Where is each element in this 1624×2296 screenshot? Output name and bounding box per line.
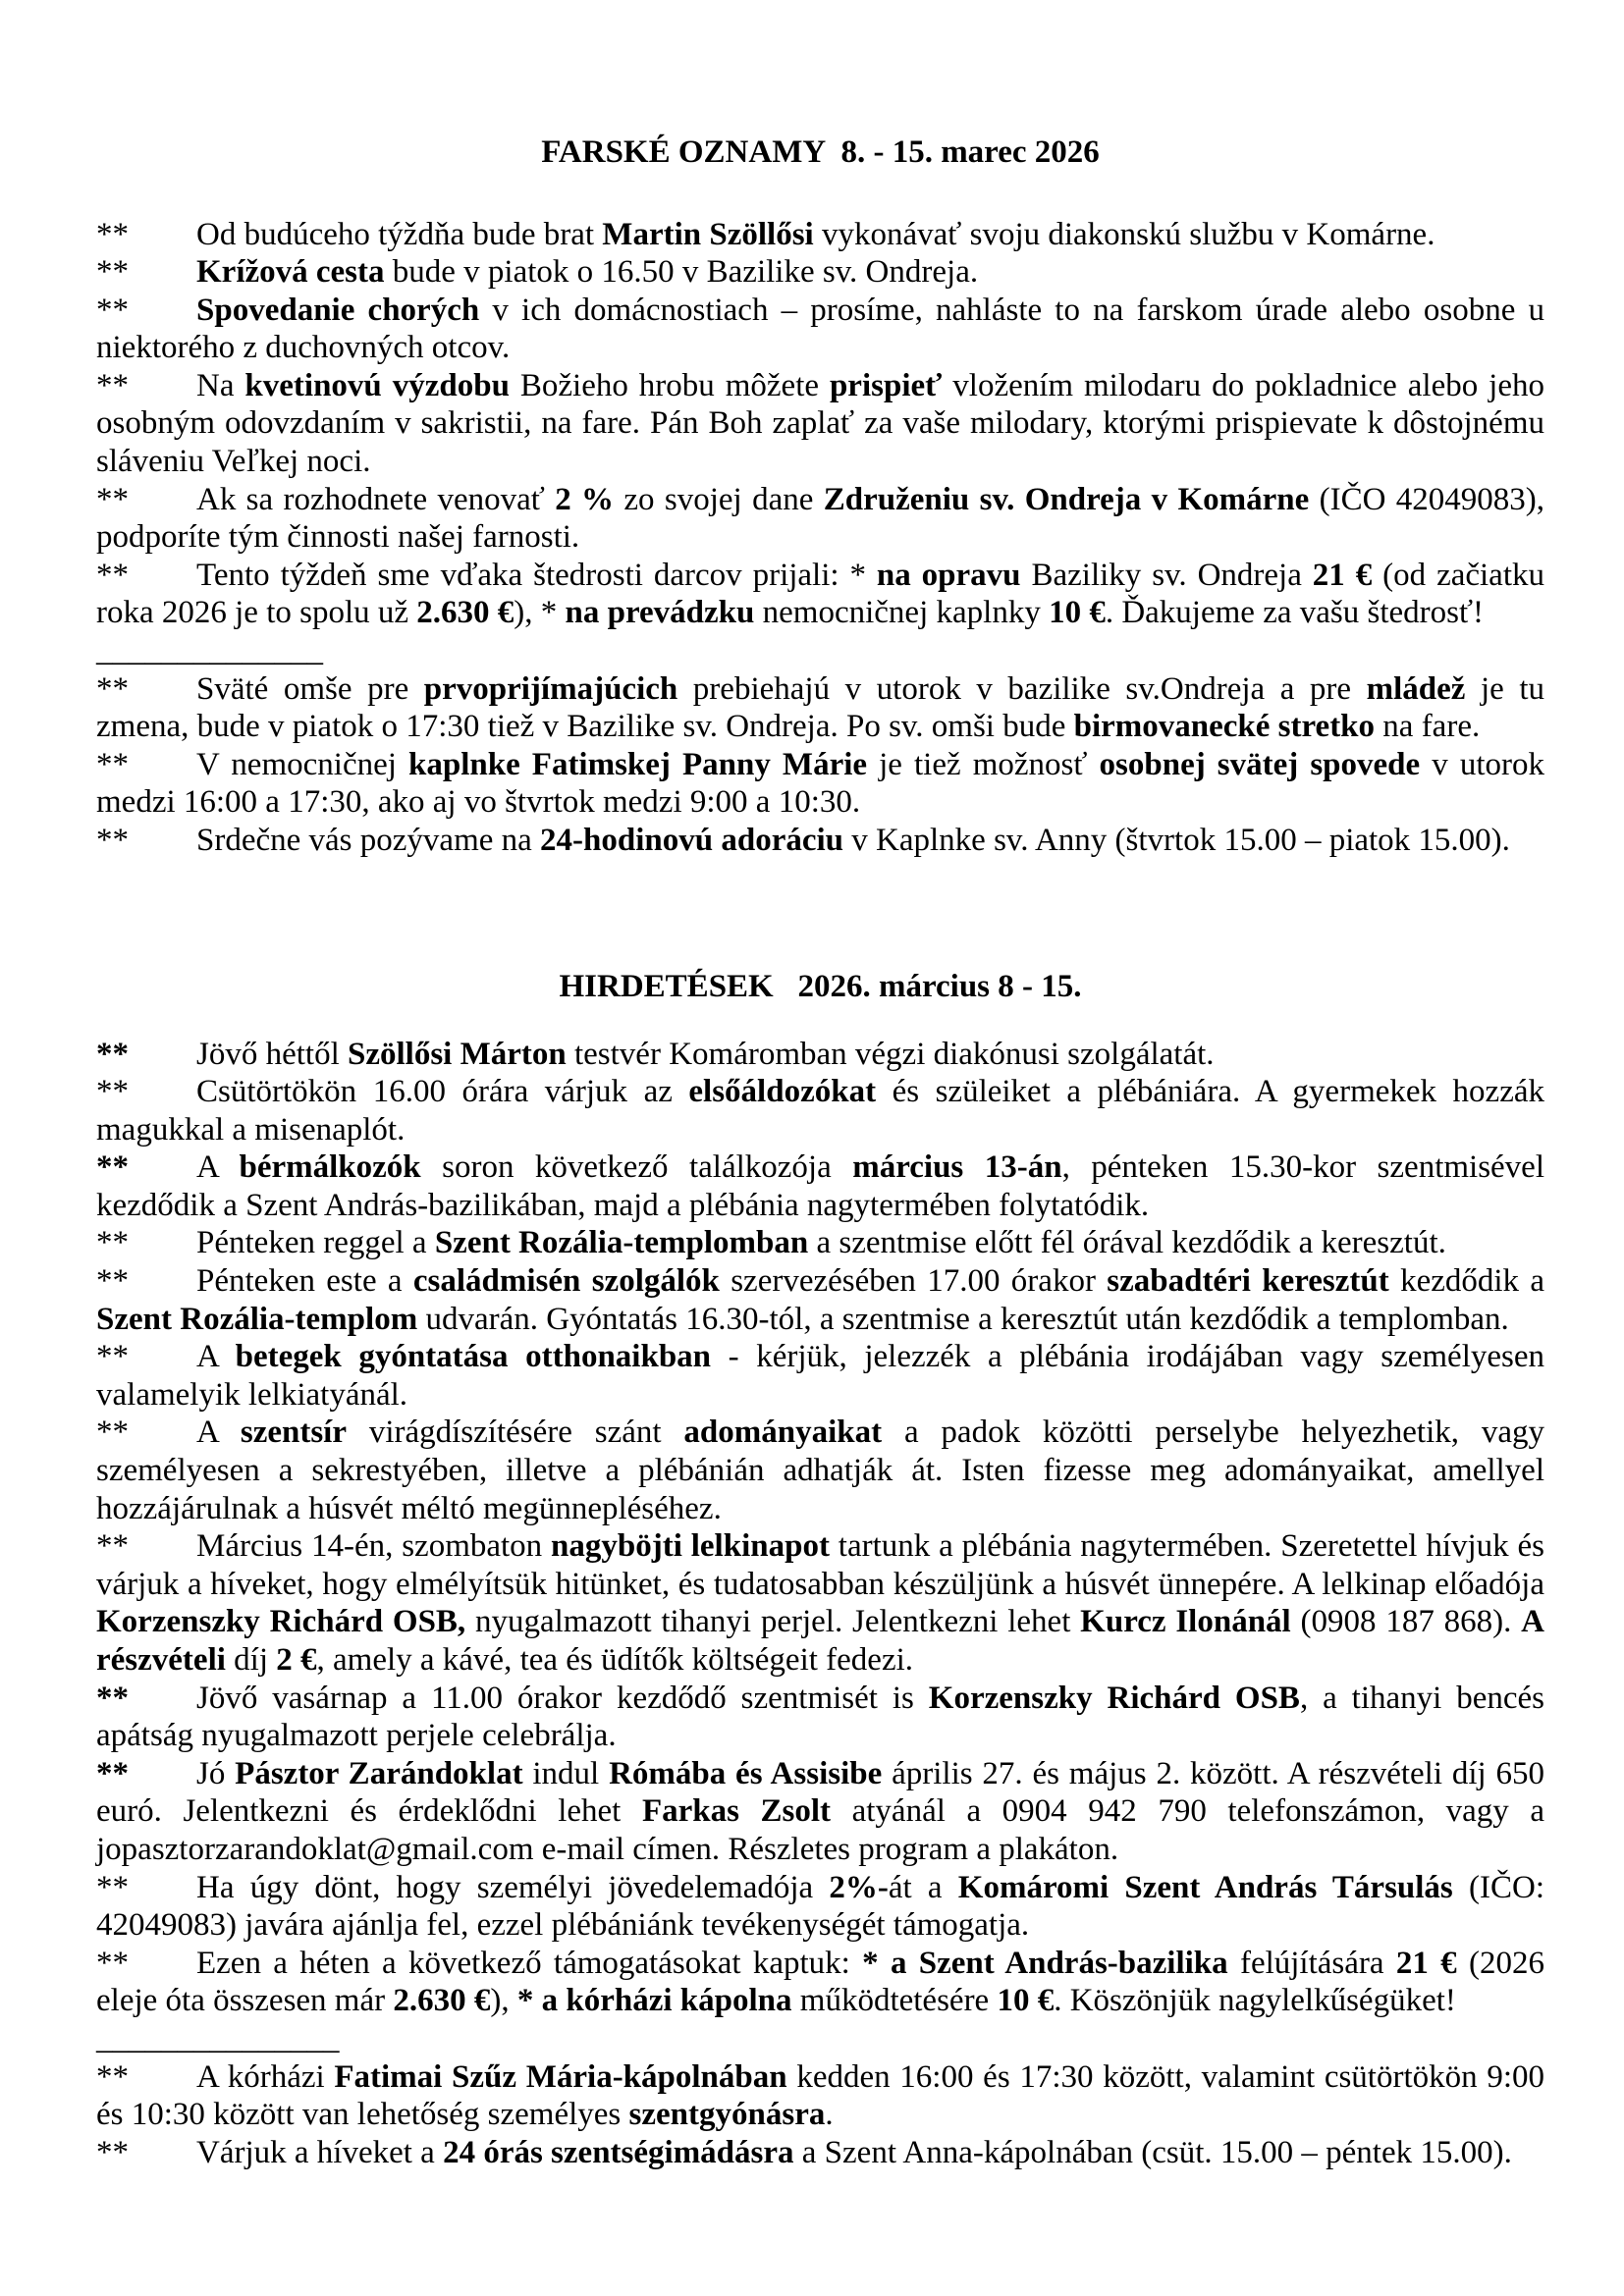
- bullet-marker: **: [96, 2134, 129, 2170]
- bullet-marker: **: [96, 1149, 129, 1186]
- bold-text: kvetinovú výzdobu: [244, 367, 510, 403]
- announcement-item: [96, 1945, 1544, 2020]
- bold-text: Martin Szöllősi: [602, 216, 814, 252]
- bullet-marker: **: [96, 1680, 129, 1716]
- text: A kórházi: [196, 2058, 335, 2095]
- text: A: [196, 1339, 236, 1375]
- bold-text: 10 €: [997, 1983, 1055, 2019]
- bullet-marker: **: [96, 1225, 129, 1261]
- announcement-item: [96, 1036, 1544, 1074]
- text: je tiež možnosť: [867, 746, 1100, 782]
- announcement-item: [96, 367, 1544, 481]
- bold-text: 2 %: [555, 481, 615, 517]
- text: vložením milodaru do pokladnice alebo jeho osobným odovzdaním v sakristii, na fare. Pán Boh zaplať za vaše milodary, ktorými prispievate k dôstojnému sláveniu Veľkej noci.: [96, 367, 1544, 480]
- announcement-item: [96, 1527, 1544, 1679]
- text: ), *: [514, 595, 566, 631]
- text: ),: [490, 1983, 517, 2019]
- text: Sväté omše pre: [196, 670, 424, 707]
- text: . Ďakujeme za vašu štedrosť!: [1105, 595, 1485, 631]
- bold-text: 2%-: [829, 1869, 889, 1905]
- text: bude v piatok o 16.50 v Bazilike sv. Ondreja.: [384, 254, 979, 291]
- text: je tu zmena, bude v piatok o 17:30 tiež v Bazilike sv. Ondreja. Po sv. omši bude: [96, 670, 1545, 745]
- bullet-marker: **: [96, 1415, 129, 1451]
- bold-text: nagyböjti lelkinapot: [551, 1528, 830, 1565]
- text: át a: [888, 1869, 958, 1905]
- text: kezdődik a: [1388, 1263, 1544, 1300]
- text: v utorok medzi 16:00 a 17:30, ako aj vo štvrtok medzi 9:00 a 10:30.: [96, 746, 1544, 821]
- bullet-marker: **: [96, 216, 129, 252]
- section-divider: _______________: [96, 2020, 340, 2056]
- bold-text: na opravu: [876, 557, 1021, 593]
- bold-text: 21 €: [1312, 557, 1373, 593]
- text: (od začiatku roka 2026 je to spolu už: [96, 557, 1544, 631]
- announcement-item: [96, 2134, 1544, 2172]
- text: (IČO: 42049083) javára ajánlja fel, ezzel plébániánk tevékenységét támogatja.: [96, 1869, 1544, 1944]
- bullet-marker: **: [96, 746, 129, 782]
- bold-text: elsőáldozókat: [688, 1074, 877, 1110]
- bullet-marker: **: [96, 481, 129, 517]
- text: felújítására: [1227, 1945, 1396, 1981]
- announcement-item: [96, 822, 1544, 860]
- text: Pénteken este a: [196, 1263, 413, 1300]
- text: Pénteken reggel a: [196, 1225, 435, 1261]
- bold-text: prispieť: [829, 367, 943, 403]
- text: testvér Komáromban végzi diakónusi szolgálatát.: [566, 1036, 1215, 1072]
- bold-text: kaplnke Fatimskej Panny Márie: [407, 746, 868, 782]
- bold-text: A részvételi: [96, 1604, 1544, 1678]
- text: működtetésére: [791, 1983, 998, 2019]
- text: A: [196, 1149, 240, 1186]
- text: és szüleiket a plébániára. A gyermekek hozzák magukkal a misenaplót.: [96, 1074, 1544, 1148]
- bold-text: Szent Rozália-templom: [96, 1301, 418, 1337]
- bold-text: betegek gyóntatása otthonaikban: [235, 1339, 712, 1375]
- text: , amely a kávé, tea és üdítők költségeit fedezi.: [316, 1642, 914, 1678]
- hungarian-announcements: [96, 1036, 1544, 2172]
- bold-text: családmisén szolgálók: [412, 1263, 720, 1300]
- text: udvarán. Gyóntatás 16.30-tól, a szentmise a keresztút után kezdődik a templomban.: [417, 1301, 1509, 1337]
- text: szervezésében 17.00 órakor: [719, 1263, 1108, 1300]
- text: Tento týždeň sme vďaka štedrosti darcov prijali: *: [196, 557, 877, 593]
- announcement-item: [96, 253, 1544, 292]
- bold-text: bérmálkozók: [239, 1149, 421, 1186]
- bold-text: 2 €: [276, 1642, 317, 1678]
- bold-text: birmovanecké stretko: [1073, 709, 1376, 745]
- section-divider: ______________: [96, 633, 323, 669]
- text: zo svojej dane: [614, 481, 824, 517]
- text: Baziliky sv. Ondreja: [1020, 557, 1313, 593]
- text: Ak sa rozhodnete venovať: [196, 481, 556, 517]
- text: vykonávať svoju diakonskú službu v Komárne.: [813, 216, 1435, 252]
- bullet-marker: **: [96, 557, 129, 593]
- announcement-item: [96, 1680, 1544, 1755]
- text: tartunk a plébánia nagytermében. Szeretettel hívjuk és várjuk a híveket, hogy elmélyítsük hitünket, és tudatosabban készüljünk a húsvét ünnepére. A lelkinap előadója: [96, 1528, 1544, 1602]
- announcement-item: [96, 292, 1544, 367]
- bold-text: Združeniu sv. Ondreja v Komárne: [823, 481, 1310, 517]
- bold-text: Spovedanie chorých: [196, 292, 480, 328]
- text: . Köszönjük nagylelkűségüket!: [1054, 1983, 1456, 2019]
- bold-text: Rómába és Assisibe: [609, 1755, 883, 1791]
- text: v Kaplnke sv. Anny (štvrtok 15.00 – piatok 15.00).: [843, 823, 1510, 858]
- announcement-item: [96, 670, 1544, 746]
- announcement-item: [96, 1869, 1544, 1945]
- bullet-marker: **: [96, 2058, 129, 2095]
- bold-text: szabadtéri keresztút: [1107, 1263, 1389, 1300]
- text: v ich domácnostiach – prosíme, nahláste to na farskom úrade alebo osobne u niektorého z duchovných otcov.: [96, 292, 1545, 366]
- text: na fare.: [1375, 709, 1481, 745]
- bold-text: Szent Rozália-templomban: [434, 1225, 809, 1261]
- bold-text: 24-hodinovú adoráciu: [540, 823, 844, 858]
- bold-text: szentgyónásra: [628, 2097, 826, 2133]
- announcement-item: [96, 1224, 1544, 1262]
- announcement-item: [96, 1148, 1544, 1224]
- text: virágdíszítésére szánt: [347, 1415, 684, 1451]
- text: Jövő héttől: [196, 1036, 348, 1072]
- text: Jó: [196, 1755, 236, 1791]
- bold-text: osobnej svätej spovede: [1099, 746, 1421, 782]
- text: Jövő vasárnap a 11.00 órakor kezdődő szentmisét is: [196, 1680, 929, 1716]
- text: indul: [522, 1755, 610, 1791]
- text: Csütörtökön 16.00 órára várjuk az: [196, 1074, 689, 1110]
- announcement-item: [96, 557, 1544, 632]
- text: Božieho hrobu môžete: [509, 367, 830, 403]
- text: kedden 16:00 és 17:30 között, valamint csütörtökön 9:00 és 10:30 között van lehetőség személyes: [96, 2058, 1545, 2133]
- announcement-item: [96, 1338, 1544, 1414]
- bold-text: 24 órás szentségimádásra: [443, 2134, 794, 2170]
- bold-text: Pásztor Zarándoklat: [235, 1755, 523, 1791]
- text: , a tihanyi bencés apátság nyugalmazott perjele celebrálja.: [96, 1680, 1544, 1754]
- text: .: [825, 2097, 834, 2133]
- text: Na: [196, 367, 245, 403]
- text: Srdečne vás pozývame na: [196, 823, 541, 858]
- bullet-marker: **: [96, 254, 129, 291]
- text: (0908 187 868).: [1290, 1604, 1522, 1640]
- text: a szentmise előtt fél órával kezdődik a keresztút.: [808, 1225, 1446, 1261]
- hungarian-title: HIRDETÉSEK 2026. március 8 - 15.: [559, 969, 1082, 1004]
- announcement-item: [96, 1755, 1544, 1869]
- bold-text: Korzenszky Richárd OSB: [928, 1680, 1300, 1716]
- bold-text: na prevádzku: [565, 595, 755, 631]
- bold-text: 2.630 €: [416, 595, 514, 631]
- bullet-marker: **: [96, 1263, 129, 1300]
- bullet-marker: **: [96, 823, 129, 858]
- announcement-item: [96, 746, 1544, 822]
- text: (IČO 42049083), podporíte tým činnosti našej farnosti.: [96, 481, 1545, 556]
- announcement-item: [96, 1262, 1544, 1338]
- bold-text: Korzenszky Richárd OSB,: [96, 1604, 466, 1640]
- text: , pénteken 15.30-kor szentmisével kezdődik a Szent András-bazilikában, majd a plébánia nagytermében folytatódik.: [96, 1149, 1544, 1223]
- text: nemocničnej kaplnky: [754, 595, 1050, 631]
- text: atyánál a 0904 942 790 telefonszámon, vagy a jopasztorzarandoklat@gmail.com e-mail címen. Részletes program a plakáton.: [96, 1793, 1545, 1867]
- bold-text: Komáromi Szent András Társulás: [957, 1869, 1453, 1905]
- text: április 27. és május 2. között. A részvételi díj 650 euró. Jelentkezni és érdeklődni lehet: [96, 1755, 1545, 1830]
- bold-text: 2.630 €: [393, 1983, 491, 2019]
- bold-text: * a kórházi kápolna: [516, 1983, 792, 2019]
- text: prebiehajú v utorok v bazilike sv.Ondreja a pre: [677, 670, 1367, 707]
- bold-text: adományaikat: [683, 1415, 883, 1451]
- text: Március 14-én, szombaton: [196, 1528, 552, 1565]
- announcement-item: [96, 1414, 1544, 1527]
- text: (2026 eleje óta összesen már: [96, 1945, 1544, 2019]
- bullet-marker: **: [96, 367, 129, 403]
- bullet-marker: **: [96, 1528, 129, 1565]
- text: a padok közötti perselybe helyezhetik, vagy személyesen a sekrestyében, illetve a plébánián adhatják át. Isten fizesse meg adományaikat, amellyel hozzájárulnak a húsvét méltó megünnepléséhez.: [96, 1415, 1544, 1526]
- text: Od budúceho týždňa bude brat: [196, 216, 603, 252]
- announcement-item: [96, 216, 1544, 254]
- bold-text: * a Szent András-bazilika: [862, 1945, 1228, 1981]
- bullet-marker: **: [96, 1755, 129, 1791]
- bullet-marker: **: [96, 292, 129, 328]
- bold-text: mládež: [1366, 670, 1466, 707]
- bold-text: 10 €: [1049, 595, 1106, 631]
- bold-text: Szöllősi Márton: [348, 1036, 567, 1072]
- text: A: [196, 1415, 241, 1451]
- text: V nemocničnej: [196, 746, 408, 782]
- bullet-marker: **: [96, 1036, 129, 1072]
- bold-text: Kurcz Ilonánál: [1080, 1604, 1291, 1640]
- bold-text: március 13-án: [852, 1149, 1062, 1186]
- slovak-announcements: [96, 216, 1544, 860]
- bold-text: prvoprijímajúcich: [423, 670, 678, 707]
- bullet-marker: **: [96, 1945, 129, 1981]
- bullet-marker: **: [96, 1869, 129, 1905]
- bullet-marker: **: [96, 1074, 129, 1110]
- text: soron következő találkozója: [420, 1149, 853, 1186]
- text: a Szent Anna-kápolnában (csüt. 15.00 – péntek 15.00).: [793, 2134, 1512, 2170]
- text: Ha úgy dönt, hogy személyi jövedelemadója: [196, 1869, 830, 1905]
- bold-text: Farkas Zsolt: [641, 1793, 832, 1830]
- text: - kérjük, jelezzék a plébánia irodájában vagy személyesen valamelyik lelkiatyánál.: [96, 1339, 1544, 1413]
- bullet-marker: **: [96, 1339, 129, 1375]
- announcement-item: [96, 2058, 1544, 2134]
- bold-text: 21 €: [1395, 1945, 1457, 1981]
- announcement-item: [96, 481, 1544, 557]
- text: nyugalmazott tihanyi perjel. Jelentkezni lehet: [465, 1604, 1081, 1640]
- text: Várjuk a híveket a: [196, 2134, 444, 2170]
- text: Ezen a héten a következő támogatásokat kaptuk:: [196, 1945, 863, 1981]
- slovak-title: FARSKÉ OZNAMY 8. - 15. marec 2026: [541, 134, 1100, 170]
- bold-text: szentsír: [240, 1415, 347, 1451]
- text: díj: [225, 1642, 277, 1678]
- bold-text: Fatimai Szűz Mária-kápolnában: [334, 2058, 787, 2095]
- bold-text: Krížová cesta: [196, 254, 385, 291]
- bullet-marker: **: [96, 670, 129, 707]
- announcement-item: [96, 1073, 1544, 1148]
